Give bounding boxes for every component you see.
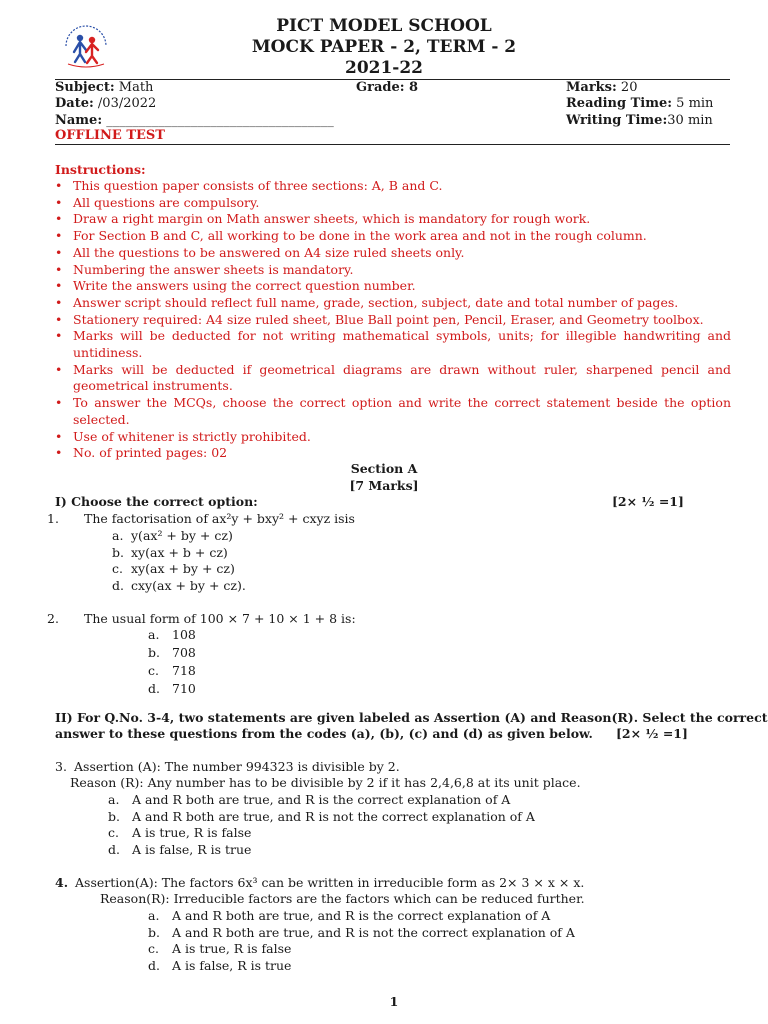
q3-assertion: Assertion (A): The number 994323 is divisible by 2. [74,759,400,774]
instruction-item: • Answer script should reflect full name, grade, section, subject, date and total number of pages. [55,295,731,312]
q2-number: 2. [47,611,59,626]
option-letter: c. [112,561,123,576]
instruction-item: • Write the answers using the correct question number. [55,278,731,295]
option-letter: a. [148,908,160,923]
option-letter: d. [108,841,120,857]
option-letter: c. [108,825,119,840]
option-text: 710 [172,681,196,696]
part2-heading-line2: answer to these questions from the codes (a), (b), (c) and (d) as given below. [55,726,593,741]
writing-time-field: Writing Time:30 min [566,113,713,128]
date-field: Date: /03/2022 [55,96,157,111]
option-letter: b. [148,645,160,660]
option-text: y(ax² + by + cz) [131,528,233,543]
q2-text: The usual form of 100 × 7 + 10 × 1 + 8 is: [84,611,356,626]
option-letter: d. [148,681,160,696]
option-text: A is false, R is true [172,957,292,973]
page-number: 1 [389,994,399,1009]
part1-marks: [2× ½ =1] [612,494,684,509]
option-text: A and R both are true, and R is the correct explanation of A [132,792,511,807]
option-text: A and R both are true, and R is not the correct explanation of A [132,808,535,824]
option-letter: a. [148,627,160,642]
instructions-list [55,178,731,462]
option-letter: c. [148,663,159,678]
instruction-item: • Use of whitener is strictly prohibited. [55,429,731,446]
q3-number: 3. [55,759,67,774]
option-text: xy(ax + by + cz) [131,561,235,576]
option-text: A is true, R is false [132,825,252,840]
instruction-item: • For Section B and C, all working to be done in the work area and not in the rough column. [55,228,731,245]
section-a-marks: [7 Marks] [349,478,419,493]
instruction-item: • Draw a right margin on Math answer sheets, which is mandatory for rough work. [55,211,731,228]
option-text: A and R both are true, and R is not the correct explanation of A [172,924,575,940]
option-text: A is true, R is false [172,941,292,956]
q4-reason: Reason(R): Irreducible factors are the factors which can be reduced further. [100,891,585,906]
option-letter: d. [148,957,160,973]
part1-heading: I) Choose the correct option: [55,494,258,509]
option-letter: b. [112,544,124,560]
instruction-item: • To answer the MCQs, choose the correct option and write the correct statement beside the option selected. [55,395,731,428]
instruction-item: • Stationery required: A4 size ruled sheet, Blue Ball point pen, Pencil, Eraser, and Geometry toolbox. [55,312,731,329]
paper-title: MOCK PAPER - 2, TERM - 2 [251,37,517,57]
name-field: Name: ___________________________________ [55,113,334,128]
q3-reason: Reason (R): Any number has to be divisible by 2 if it has 2,4,6,8 at its unit place. [70,775,581,790]
option-text: A is false, R is true [132,841,252,857]
option-text: xy(ax + b + cz) [131,544,228,560]
option-text: cxy(ax + by + cz). [131,577,246,593]
info-divider [55,144,730,145]
q4-assertion: Assertion(A): The factors 6x³ can be written in irreducible form as 2× 3 × x × x. [75,875,585,890]
instructions-heading: Instructions: [55,162,146,177]
option-text: A and R both are true, and R is the correct explanation of A [172,908,551,923]
instruction-item: • No. of printed pages: 02 [55,445,731,462]
grade-field: Grade: 8 [356,80,419,95]
option-letter: b. [108,808,120,824]
instruction-item: • This question paper consists of three sections: A, B and C. [55,178,731,195]
q1-text: The factorisation of ax²y + bxy² + cxyz isis [84,511,355,526]
q1-number: 1. [47,511,59,526]
marks-field: Marks: 20 [566,80,638,95]
option-letter: d. [112,577,124,593]
subject-field: Subject: Math [55,80,154,95]
option-letter: a. [108,792,120,807]
offline-test-label: OFFLINE TEST [55,128,165,143]
school-name: PICT MODEL SCHOOL [276,16,492,36]
option-text: 708 [172,645,196,660]
instruction-item: • Numbering the answer sheets is mandatory. [55,262,731,279]
instruction-item: • All the questions to be answered on A4 size ruled sheets only. [55,245,731,262]
instruction-item: • All questions are compulsory. [55,195,731,212]
option-letter: a. [112,528,124,543]
instruction-item: • Marks will be deducted if geometrical diagrams are drawn without ruler, sharpened pencil and geometrical instruments. [55,362,731,395]
reading-time-field: Reading Time: 5 min [566,96,714,111]
part2-marks: [2× ½ =1] [616,726,688,741]
option-text: 718 [172,663,196,678]
q4-number: 4. [55,875,69,890]
option-letter: c. [148,941,159,956]
section-a-title: Section A [350,461,418,476]
option-text: 108 [172,627,196,642]
academic-year: 2021-22 [344,58,424,78]
instruction-item: • Marks will be deducted for not writing mathematical symbols, units; for illegible handwriting and untidiness. [55,328,731,361]
option-letter: b. [148,924,160,940]
part2-heading-line1: II) For Q.No. 3-4, two statements are given labeled as Assertion (A) and Reason(R). Select the correct [55,710,768,725]
